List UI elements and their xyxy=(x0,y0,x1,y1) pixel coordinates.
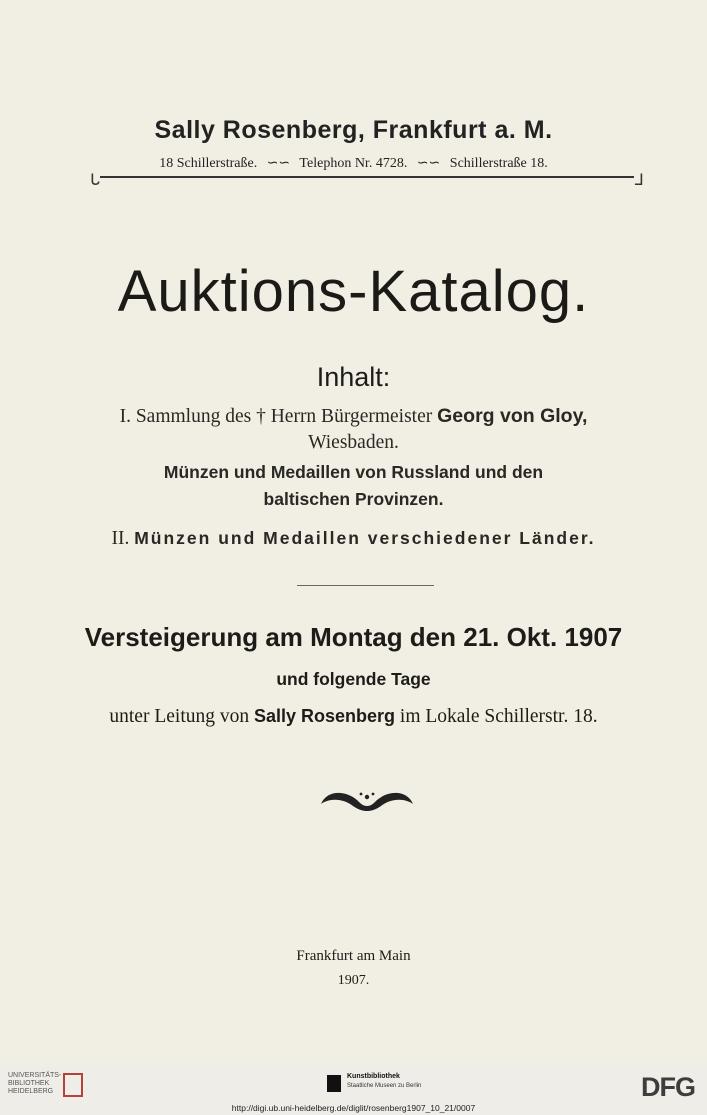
firm-address-line xyxy=(0,155,707,172)
auction-leitung xyxy=(0,706,707,728)
imprint-city: Frankfurt am Main xyxy=(296,948,411,964)
address-right: Schillerstraße 18. xyxy=(449,156,548,171)
ornament-icon: ∽∽ xyxy=(416,156,441,171)
leitung-suffix: im Lokale Schillerstr. 18. xyxy=(399,706,598,727)
item2-text: Münzen und Medaillen verschiedener Länder. xyxy=(134,528,596,548)
firm-name: Sally Rosenberg, Frankfurt a. M. xyxy=(154,116,553,144)
kb-mark-icon xyxy=(327,1075,341,1092)
rule-end-left-icon: ᒐ xyxy=(90,172,101,189)
item1-name: Georg von Gloy, xyxy=(437,405,588,427)
item1-prefix: I. Sammlung des † Herrn Bürgermeister xyxy=(119,406,433,427)
auction-subline: und folgende Tage xyxy=(276,669,431,689)
contents-item-1 xyxy=(0,405,707,428)
leitung-prefix: unter Leitung von xyxy=(109,706,250,727)
contents-item-1-sub-1: Münzen und Medaillen von Russland und den xyxy=(163,462,544,482)
telephone: Telephon Nr. 4728. xyxy=(299,156,408,171)
contents-item-1-place: Wiesbaden. xyxy=(308,432,399,453)
dfg-logo[interactable]: DFG xyxy=(641,1072,695,1102)
university-seal-icon xyxy=(63,1073,83,1097)
contents-heading: Inhalt: xyxy=(316,362,391,392)
ornament-icon: ∽∽ xyxy=(266,156,291,171)
header-rule xyxy=(100,176,634,178)
address-left: 18 Schillerstraße. xyxy=(159,156,258,171)
uni-line-2: BIBLIOTHEK xyxy=(8,1080,50,1087)
rule-end-right-icon: ᒧ xyxy=(634,172,644,189)
kb-name: Kunstbibliothek xyxy=(347,1073,400,1080)
auction-headline: Versteigerung am Montag den 21. Okt. 1907 xyxy=(84,622,623,652)
section-divider xyxy=(297,585,434,586)
ornament-flourish-icon xyxy=(317,786,417,816)
source-url[interactable]: http://digi.ub.uni-heidelberg.de/diglit/rosenberg1907_10_21/0007 xyxy=(231,1103,476,1113)
contents-item-1-sub-2: baltischen Provinzen. xyxy=(263,489,444,509)
uni-line-3: HEIDELBERG xyxy=(8,1088,54,1095)
contents-item-2 xyxy=(0,528,707,550)
kb-sub: Staatliche Museen zu Berlin xyxy=(347,1083,422,1089)
item2-number: II. xyxy=(111,528,130,549)
catalog-title: Auktions-Katalog. xyxy=(117,259,590,324)
leitung-name: Sally Rosenberg xyxy=(253,706,396,726)
uni-line-1: UNIVERSITÄTS- xyxy=(8,1072,62,1079)
imprint-year: 1907. xyxy=(337,973,370,988)
bleed-through xyxy=(180,196,186,223)
university-library-logo[interactable] xyxy=(8,1072,61,1096)
